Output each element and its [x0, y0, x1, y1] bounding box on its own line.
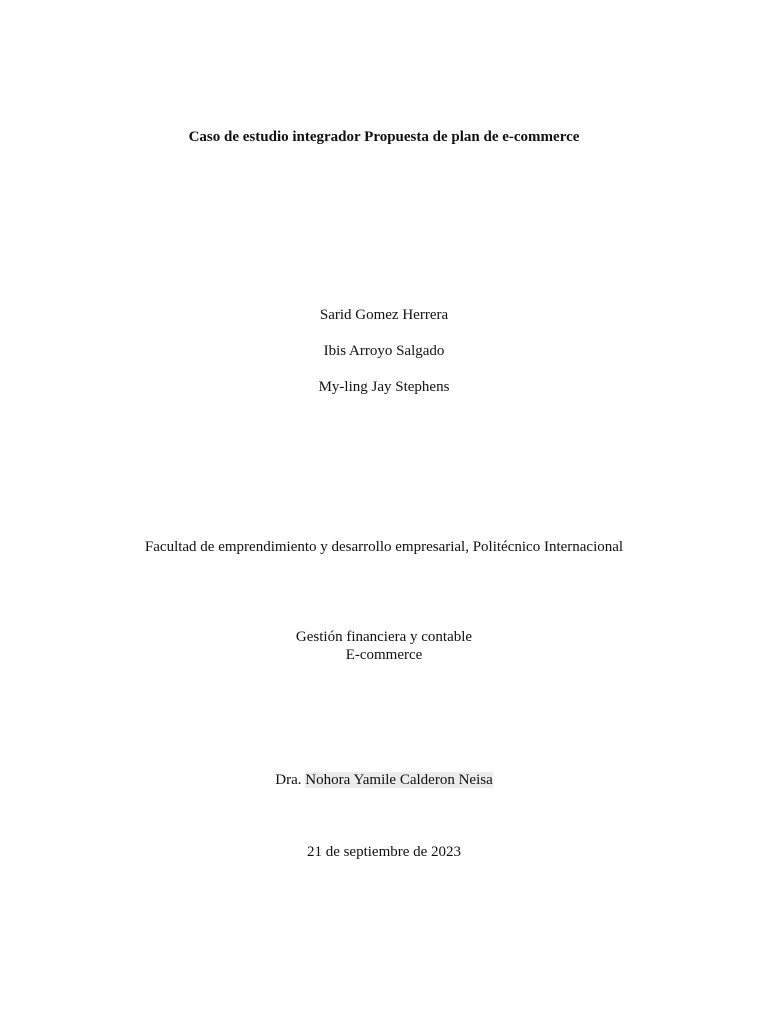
course-name: Gestión financiera y contable — [295, 629, 473, 645]
instructor-prefix: Dra. — [275, 772, 302, 788]
instructor — [0, 771, 768, 789]
author-1: Sarid Gomez Herrera — [319, 307, 449, 323]
instructor-name: Nohora Yamile Calderon Neisa — [305, 772, 493, 788]
author-2: Ibis Arroyo Salgado — [323, 343, 445, 359]
author-3: My-ling Jay Stephens — [318, 379, 450, 395]
affiliation: Facultad de emprendimiento y desarrollo empresarial, Politécnico Internacional — [144, 539, 624, 555]
document-date: 21 de septiembre de 2023 — [306, 844, 462, 860]
document-title: Caso de estudio integrador Propuesta de plan de e-commerce — [188, 129, 580, 145]
course-subject: E-commerce — [345, 647, 423, 663]
